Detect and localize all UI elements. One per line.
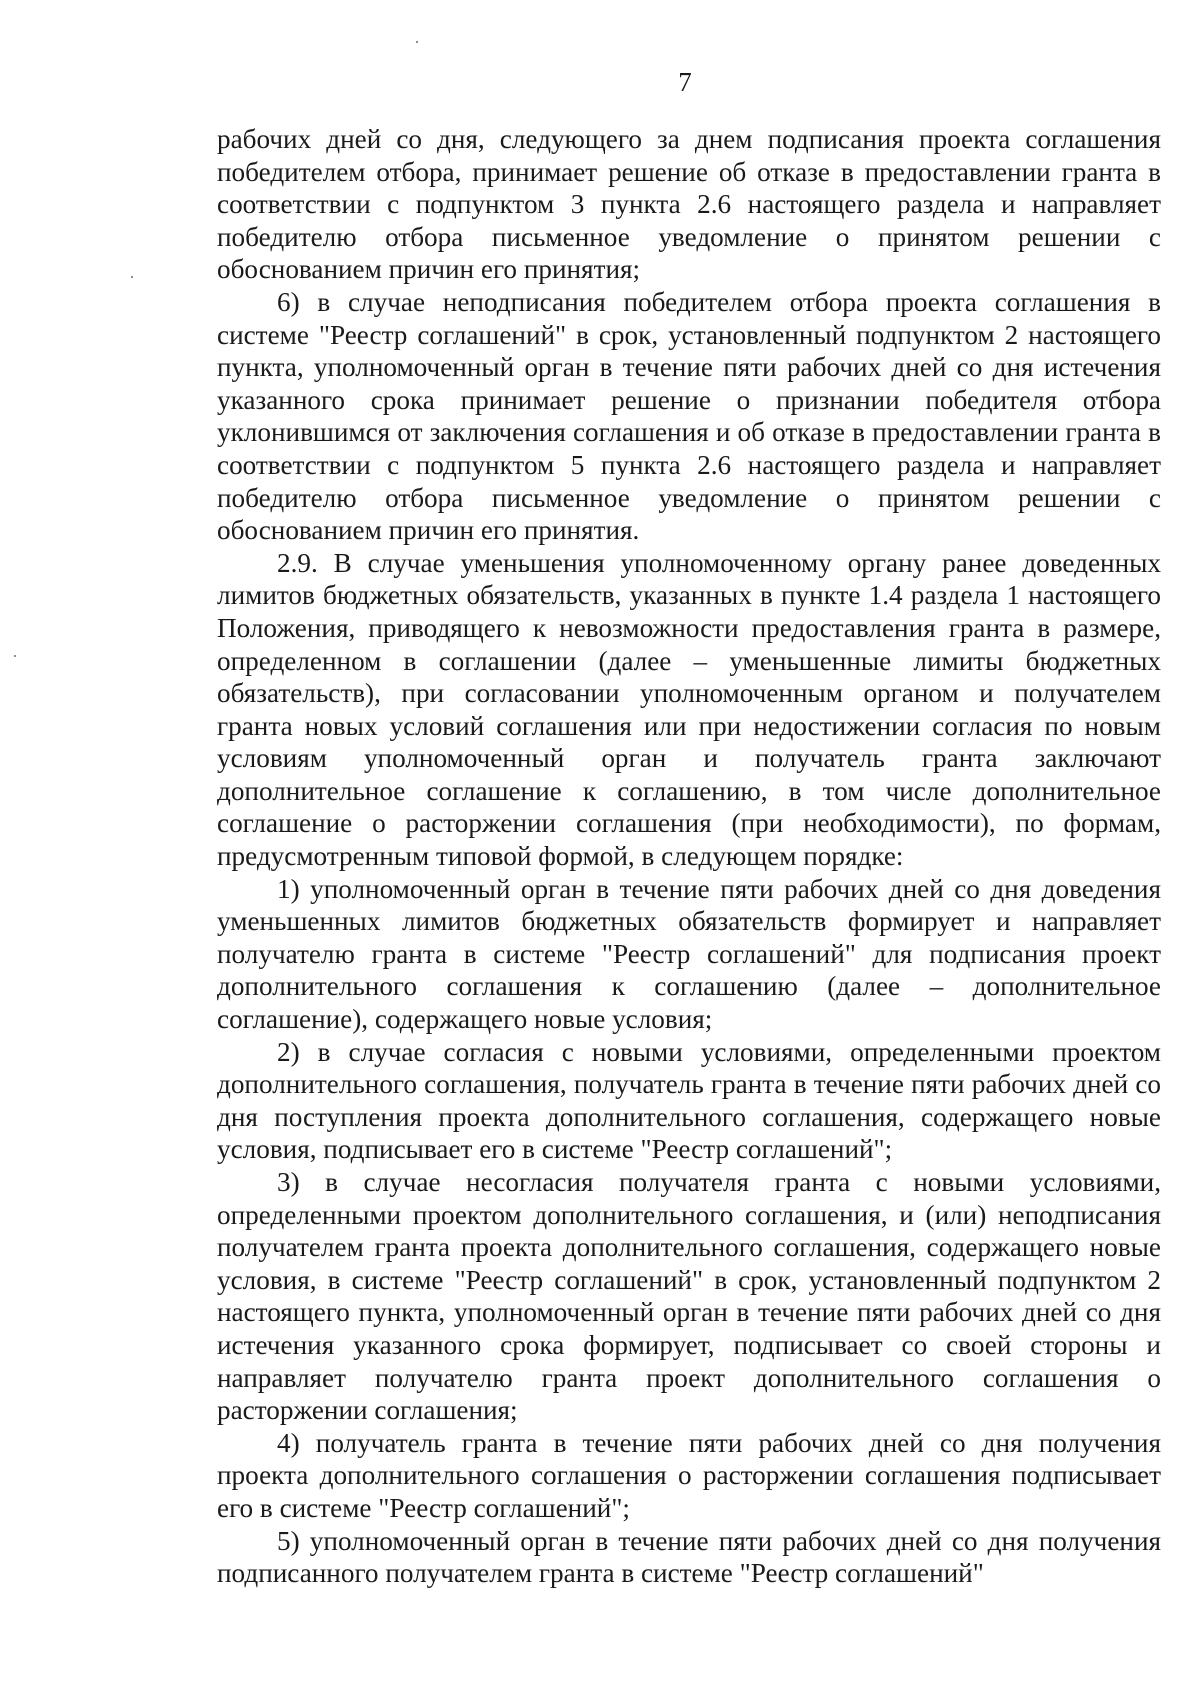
paragraph-item-4: 4) получатель гранта в течение пяти рабочих дней со дня получения проекта дополнительного соглашения о расторжении соглашения подписывает его в системе "Реестр соглашений"; [217, 1427, 1161, 1523]
paragraph-item-2: 2) в случае согласия с новыми условиями, определенными проектом дополнительного соглашения, получатель гранта в течение пяти рабочих дней со дня поступления проекта дополнительного соглашения, содержащего новые условия, подписывает его в системе "Реестр соглашений"; [217, 1036, 1161, 1165]
scan-speck [131, 276, 133, 278]
page-number: 7 [678, 67, 692, 97]
scan-speck [14, 655, 16, 657]
paragraph-continuation: рабочих дней со дня, следующего за днем подписания проекта соглашения победителем отбора, принимает решение об отказе в предоставлении гранта в соответствии с подпунктом 3 пункта 2.6 настоящего раздела и направляет победителю отбора письменное уведомление о принятом решении с обоснованием причин его принятия; [217, 124, 1161, 285]
paragraph-item-6: 6) в случае неподписания победителем отбора проекта соглашения в системе "Реестр соглашений" в срок, установленный подпунктом 2 настоящего пункта, уполномоченный орган в течение пяти рабочих дней со дня истечения указанного срока принимает решение о признании победителя отбора уклонившимся от заключения соглашения и об отказе в предоставлении гранта в соответствии с подпунктом 5 пункта 2.6 настоящего раздела и направляет победителю отбора письменное уведомление о принятом решении с обоснованием причин его принятия. [217, 286, 1161, 546]
document-body [217, 123, 1161, 1590]
paragraph-section-2-9: 2.9. В случае уменьшения уполномоченному органу ранее доведенных лимитов бюджетных обязательств, указанных в пункте 1.4 раздела 1 настоящего Положения, приводящего к невозможности предоставления гранта в размере, определенном в соглашении (далее – уменьшенные лимиты бюджетных обязательств), при согласовании уполномоченным органом и получателем гранта новых условий соглашения или при недостижении согласия по новым условиям уполномоченный орган и получатель гранта заключают дополнительное соглашение к соглашению, в том числе дополнительное соглашение о расторжении соглашения (при необходимости), по формам, предусмотренным типовой формой, в следующем порядке: [217, 547, 1161, 872]
scan-speck [416, 41, 418, 43]
paragraph-item-1: 1) уполномоченный орган в течение пяти рабочих дней со дня доведения уменьшенных лимитов бюджетных обязательств формирует и направляет получателю гранта в системе "Реестр соглашений" для подписания проект дополнительного соглашения к соглашению (далее – дополнительное соглашение), содержащего новые условия; [217, 873, 1161, 1035]
paragraph-item-5: 5) уполномоченный орган в течение пяти рабочих дней со дня получения подписанного получателем гранта в системе "Реестр соглашений" [217, 1525, 1161, 1589]
paragraph-item-3: 3) в случае несогласия получателя гранта с новыми условиями, определенными проектом дополнительного соглашения, и (или) неподписания получателем гранта проекта дополнительного соглашения, содержащего новые условия, в системе "Реестр соглашений" в срок, установленный подпунктом 2 настоящего пункта, уполномоченный орган в течение пяти рабочих дней со дня истечения указанного срока формирует, подписывает со своей стороны и направляет получателю гранта проект дополнительного соглашения о расторжении соглашения; [217, 1167, 1161, 1426]
